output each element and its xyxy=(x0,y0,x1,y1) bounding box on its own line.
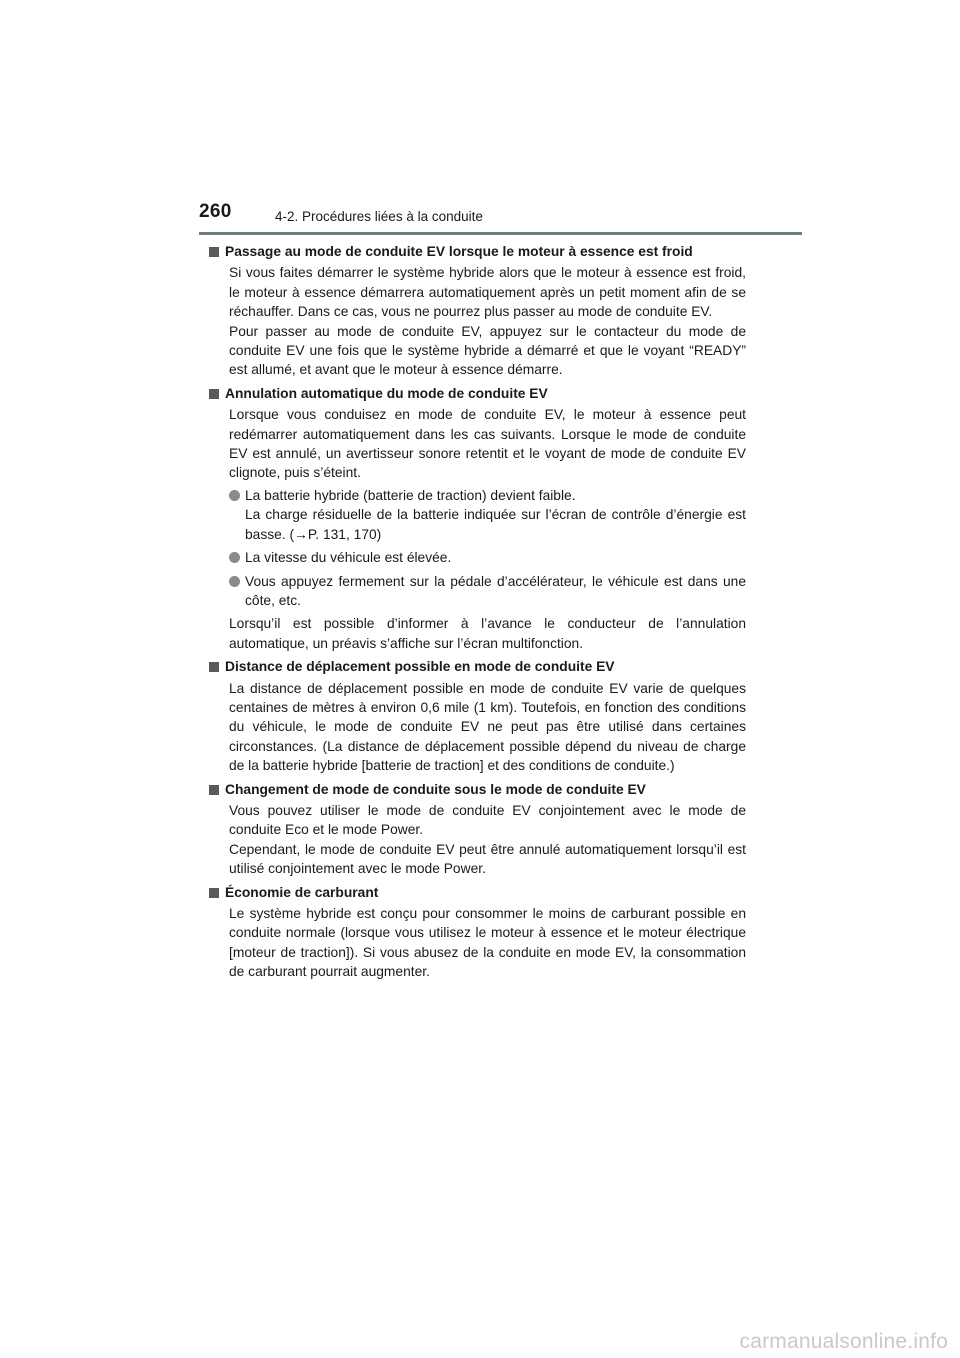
round-bullet-icon xyxy=(229,490,240,501)
square-bullet-icon xyxy=(209,247,219,257)
paragraph: Lorsque vous conduisez en mode de conduite EV, le moteur à essence peut redémarrer automatiquement dans les cas suivants. Lorsque le mode de conduite EV est annulé, un avertisseur sonore retentit et le voyant de mode de conduite EV clignote, puis s’éteint. xyxy=(229,407,746,481)
section-heading: Distance de déplacement possible en mode de conduite EV xyxy=(209,657,746,676)
header-rule xyxy=(199,232,802,235)
square-bullet-icon xyxy=(209,389,219,399)
paragraph: Lorsqu’il est possible d’informer à l’avance le conducteur de l’annulation automatique, un préavis s’affiche sur l’écran multifonction. xyxy=(229,616,746,651)
square-bullet-icon xyxy=(209,785,219,795)
page-content xyxy=(209,242,746,986)
section-auto-cancel xyxy=(209,384,746,653)
paragraph: Le système hybride est conçu pour consommer le moins de carburant possible en conduite normale (lorsque vous utilisez le moteur à essence et le moteur électrique [moteur de traction]). Si vous abusez de la conduite en mode EV, la consommation de carburant pourrait augmenter. xyxy=(229,906,746,980)
paragraph: Si vous faites démarrer le système hybride alors que le moteur à essence est froid, le moteur à essence démarrera automatiquement après un petit moment afin de se réchauffer. Dans ce cas, vous ne pourrez plus passer au mode de conduite EV. Pour passer au mode de conduite EV, appuyez sur le contacteur du mode de conduite EV une fois que le système hybride a démarré et que le voyant “READY” est allumé, et avant que le moteur à essence démarre. xyxy=(229,265,746,378)
square-bullet-icon xyxy=(209,662,219,672)
round-bullet-icon xyxy=(229,576,240,587)
page-number: 260 xyxy=(199,201,232,222)
watermark-text: carmanualsonline.info xyxy=(739,1330,948,1353)
list-item: La batterie hybride (batterie de traction) devient faible. La charge résiduelle de la batterie indiquée sur l’écran de contrôle d’énergie est basse. (→P. 131, 170) xyxy=(229,486,746,544)
paragraph: La distance de déplacement possible en mode de conduite EV varie de quelques centaines de mètres à environ 0,6 mile (1 km). Toutefois, en fonction des conditions du véhicule, le mode de conduite EV ne peut pas être utilisé dans certaines circonstances. (La distance de déplacement possible dépend du niveau de charge de la batterie hybride [batterie de traction] et des conditions de conduite.) xyxy=(229,680,746,774)
section-fuel-economy xyxy=(209,883,746,982)
paragraph: Vous pouvez utiliser le mode de conduite EV conjointement avec le mode de conduite Eco et le mode Power. Cependant, le mode de conduite EV peut être annulé automatiquement lorsqu’il est utilisé conjointement avec le mode Power. xyxy=(229,802,746,877)
chapter-title: 4-2. Procédures liées à la conduite xyxy=(275,209,483,224)
square-bullet-icon xyxy=(209,888,219,898)
section-heading: Économie de carburant xyxy=(209,883,746,902)
section-ev-cold-engine xyxy=(209,242,746,380)
list-item: Vous appuyez fermement sur la pédale d’accélérateur, le véhicule est dans une côte, etc. xyxy=(229,572,746,611)
section-mode-change xyxy=(209,780,746,879)
section-heading: Passage au mode de conduite EV lorsque le moteur à essence est froid xyxy=(209,242,746,261)
section-ev-distance xyxy=(209,657,746,775)
section-heading: Changement de mode de conduite sous le mode de conduite EV xyxy=(209,780,746,799)
list-item: La vitesse du véhicule est élevée. xyxy=(229,548,746,567)
section-heading: Annulation automatique du mode de conduite EV xyxy=(209,384,746,403)
round-bullet-icon xyxy=(229,552,240,563)
